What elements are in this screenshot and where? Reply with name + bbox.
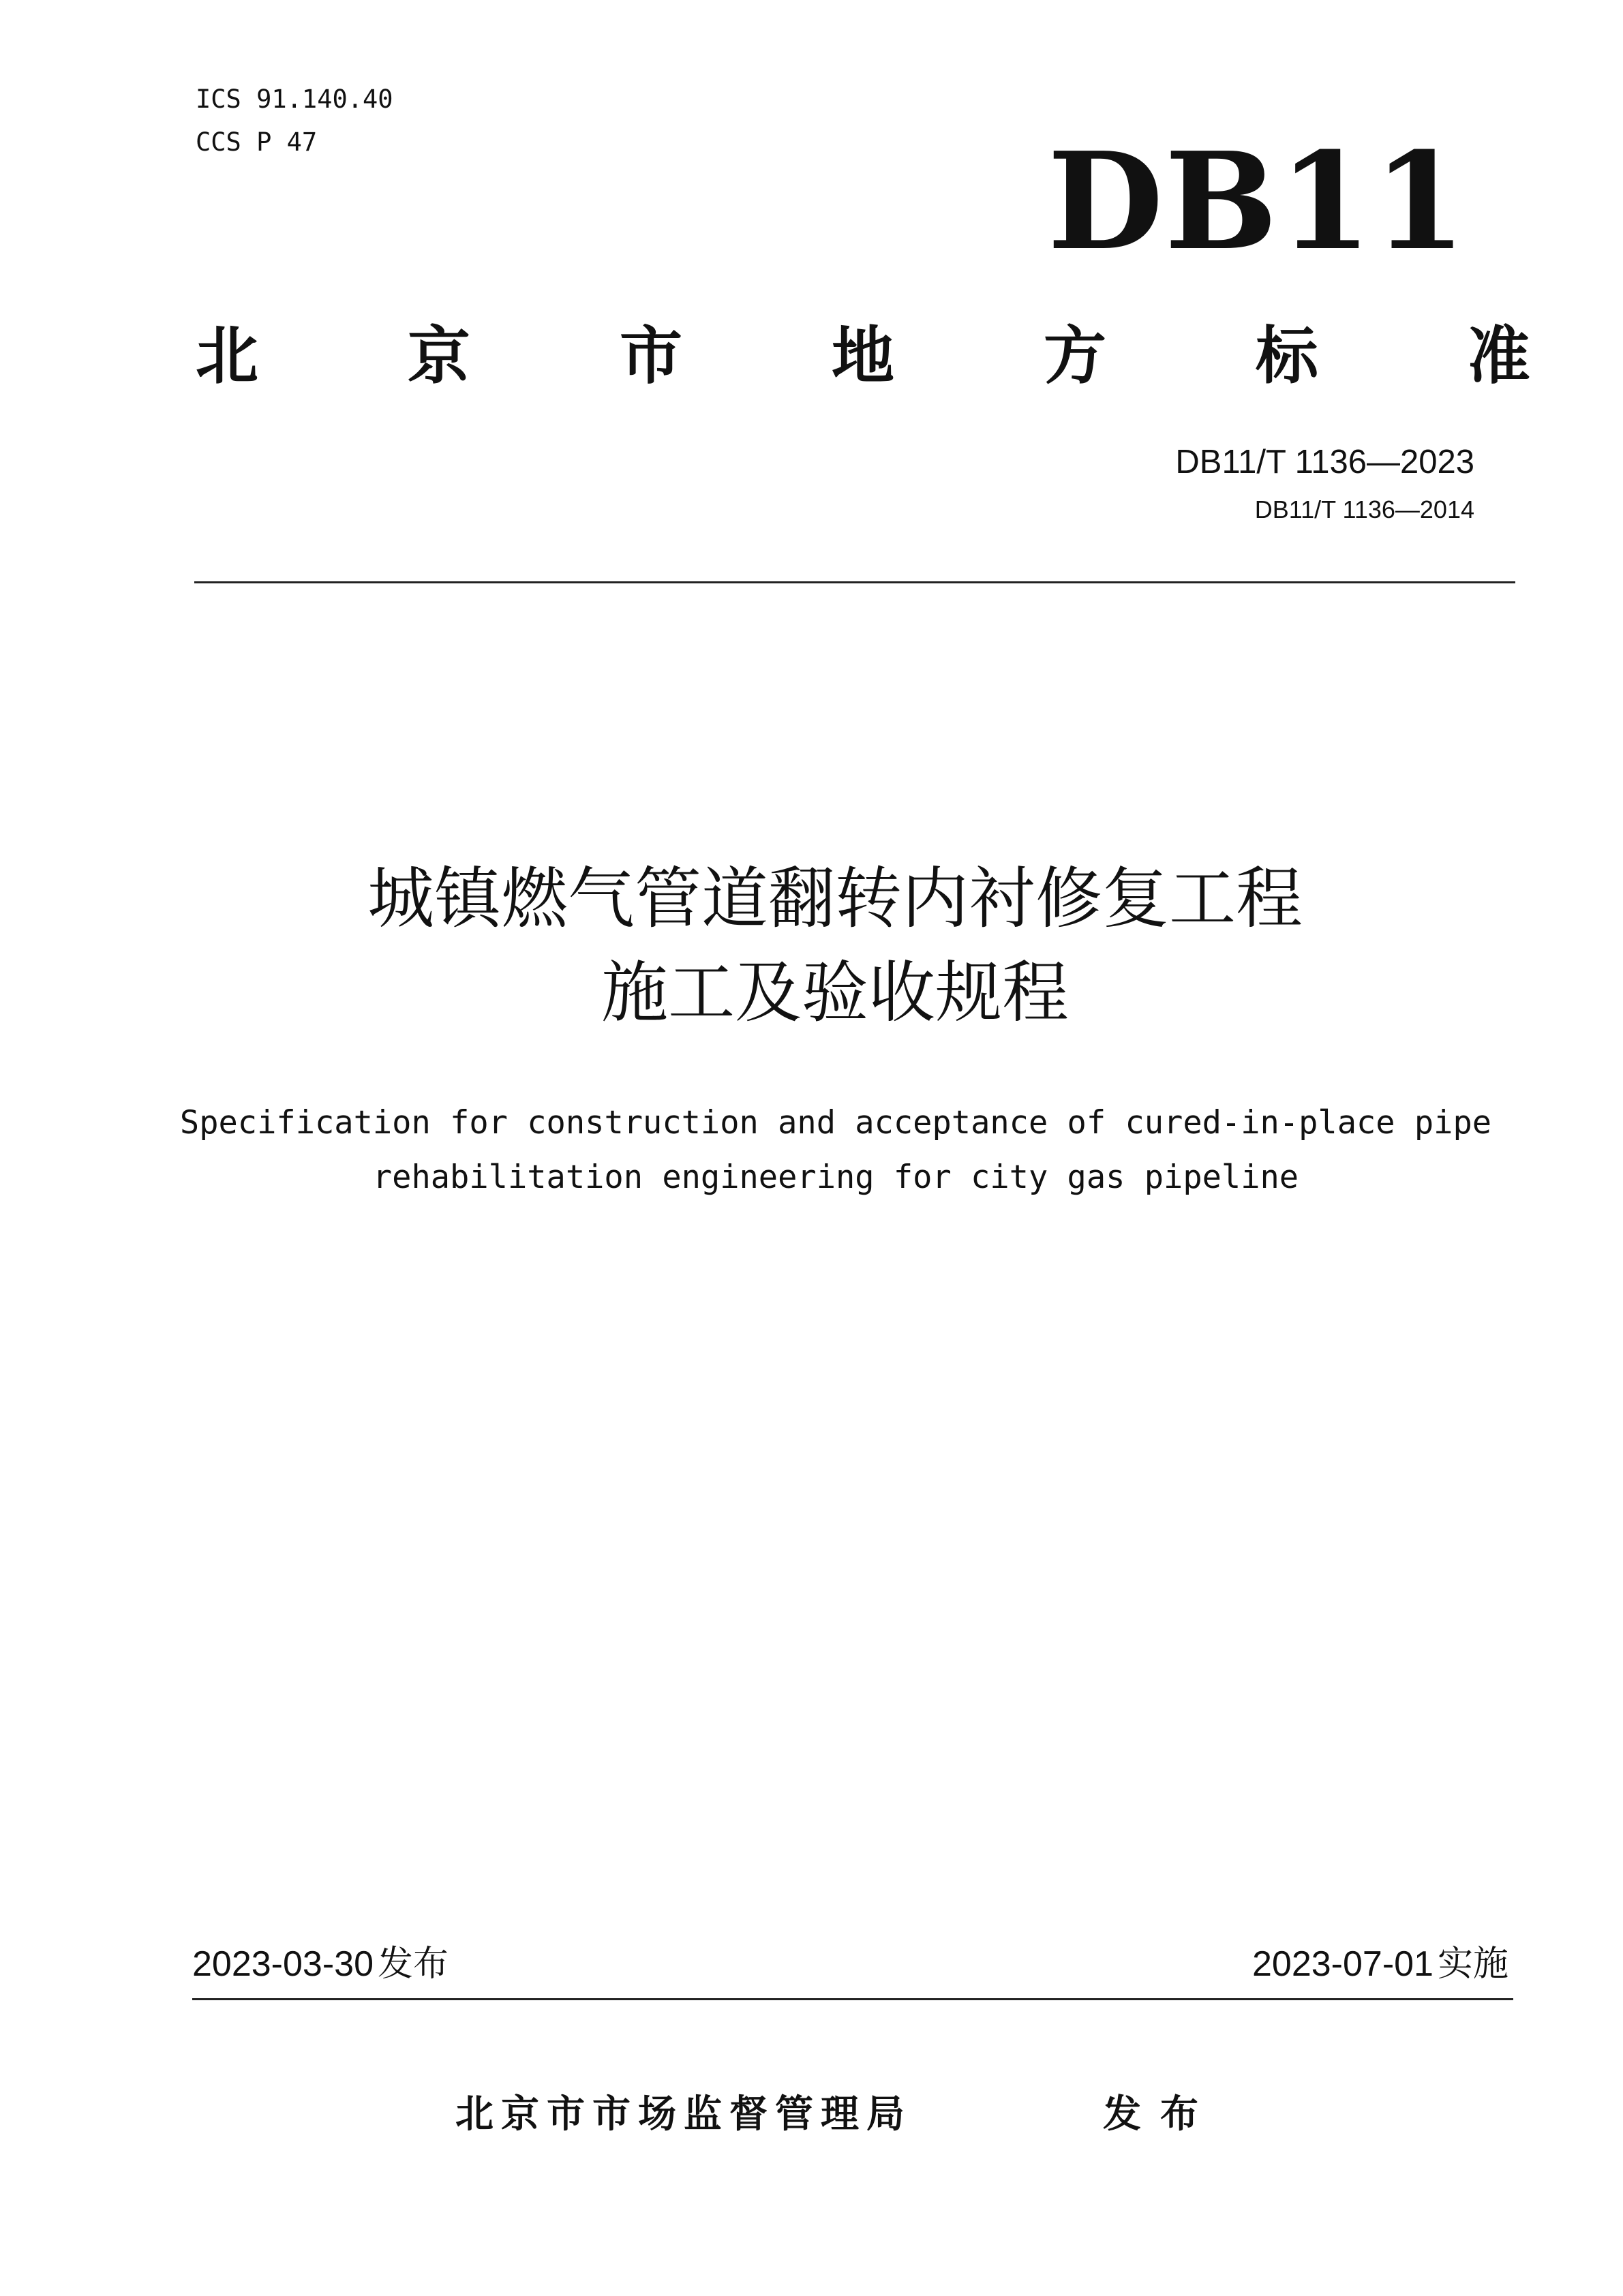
header-divider [194,581,1515,583]
issue-date-label: 发布 [378,1944,449,1985]
ics-code: ICS 91.140.40 [196,85,393,114]
category-char: 地 [831,320,894,393]
footer-divider [192,1998,1513,2000]
replaced-standard-number: DB11/T 1136—2014 [1254,495,1474,523]
category-char: 京 [407,320,470,393]
category-char: 标 [1255,320,1318,393]
english-title-line-1: Specification for construction and acceptance of cured-in-place pipe [179,1104,1492,1142]
chinese-title-line-1: 城镇燃气管道翻转内衬修复工程 [367,860,1303,938]
implementation-date-label: 实施 [1437,1944,1508,1985]
english-title-line-2: rehabilitation engineering for city gas pipeline [372,1159,1299,1196]
category-char: 北 [196,320,259,393]
chinese-title-line-2: 施工及验收规程 [601,954,1069,1032]
issue-date [192,1944,449,1985]
issuing-action: 发布 [1103,2092,1217,2137]
issuing-authority: 北京市市场监督管理局 [455,2092,912,2137]
category-char: 市 [619,320,682,393]
category-char: 准 [1467,320,1530,393]
ccs-code: CCS P 47 [196,127,318,157]
issue-date-value: 2023-03-30 [192,1944,374,1984]
standard-category-title [196,319,1530,394]
implementation-date-value: 2023-07-01 [1252,1944,1434,1984]
implementation-date [1252,1944,1508,1985]
db11-logo: DB11 [1047,123,1468,280]
standard-number: DB11/T 1136—2023 [1175,444,1474,480]
category-char: 方 [1043,320,1106,393]
